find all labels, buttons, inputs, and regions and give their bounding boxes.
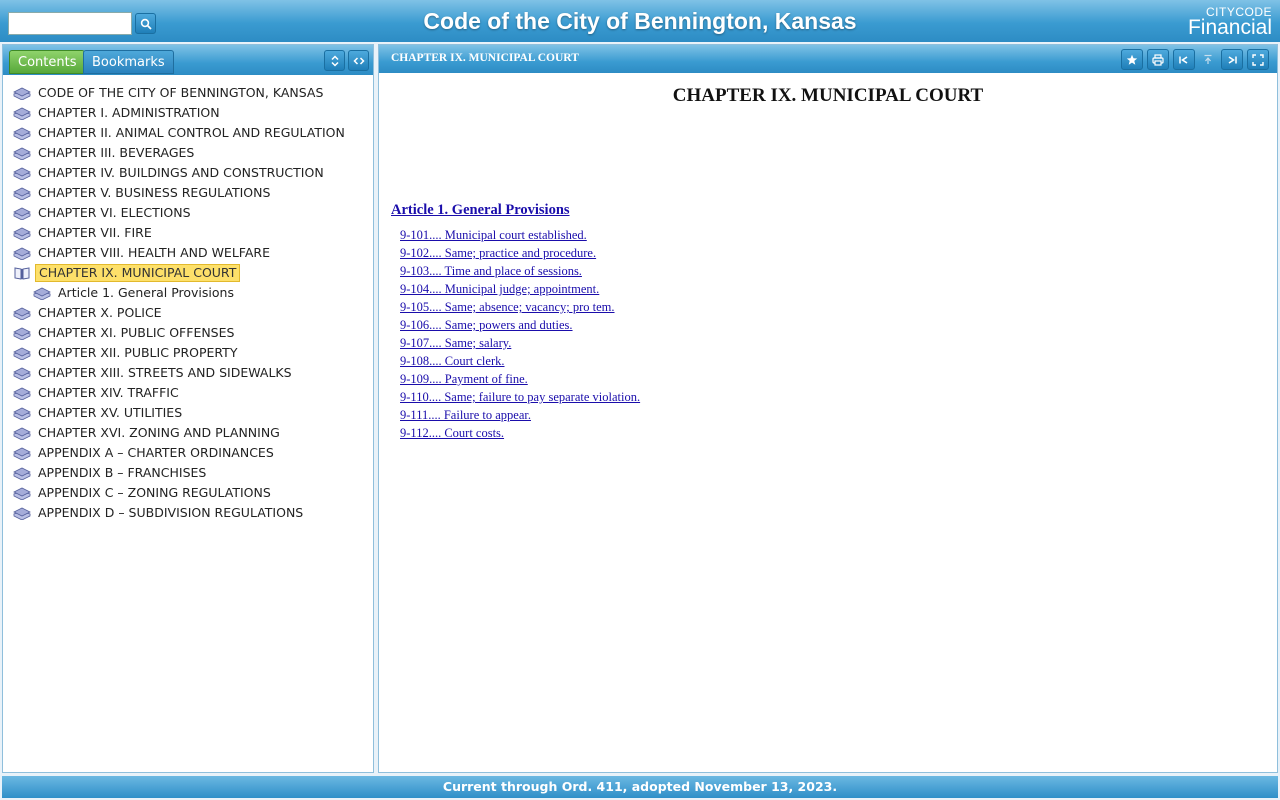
tree-item-label[interactable]: CHAPTER X. POLICE bbox=[38, 305, 162, 320]
book-icon bbox=[13, 406, 31, 420]
section-link[interactable]: 9-112.... Court costs. bbox=[400, 426, 505, 440]
book-icon bbox=[13, 486, 31, 500]
book-icon bbox=[13, 246, 31, 260]
left-right-arrows-icon bbox=[353, 56, 365, 66]
tree-item[interactable] bbox=[3, 323, 373, 343]
book-icon bbox=[13, 146, 31, 160]
logo-line-1: CITYCODE bbox=[1205, 5, 1272, 19]
tree-item-label[interactable]: CODE OF THE CITY OF BENNINGTON, KANSAS bbox=[38, 85, 324, 100]
star-icon bbox=[1126, 54, 1138, 66]
print-icon bbox=[1152, 54, 1164, 66]
section-link[interactable]: 9-107.... Same; salary. bbox=[400, 336, 512, 350]
tree-item-label[interactable]: CHAPTER XIV. TRAFFIC bbox=[38, 385, 179, 400]
print-button[interactable] bbox=[1147, 49, 1169, 70]
section-link[interactable]: 9-106.... Same; powers and duties. bbox=[400, 318, 573, 332]
book-icon bbox=[13, 346, 31, 360]
tree-item-label[interactable]: CHAPTER I. ADMINISTRATION bbox=[38, 105, 220, 120]
tree-item[interactable] bbox=[3, 143, 373, 163]
book-icon bbox=[13, 366, 31, 380]
article-link[interactable]: Article 1. General Provisions bbox=[391, 202, 570, 218]
app-header bbox=[0, 0, 1280, 42]
tree-item[interactable] bbox=[3, 203, 373, 223]
section-link[interactable]: 9-103.... Time and place of sessions. bbox=[400, 264, 582, 278]
document-bar-title: CHAPTER IX. MUNICIPAL COURT bbox=[391, 52, 579, 64]
book-icon bbox=[13, 326, 31, 340]
tree-item[interactable] bbox=[3, 303, 373, 323]
section-link[interactable]: 9-111.... Failure to appear. bbox=[400, 408, 531, 422]
tree-item[interactable] bbox=[3, 423, 373, 443]
section-link[interactable]: 9-108.... Court clerk. bbox=[400, 354, 505, 368]
up-arrow-icon bbox=[1203, 54, 1213, 66]
tree-item[interactable] bbox=[3, 263, 373, 283]
tree-item-label[interactable]: CHAPTER XVI. ZONING AND PLANNING bbox=[38, 425, 280, 440]
skip-previous-icon bbox=[1178, 55, 1190, 65]
tree-item[interactable] bbox=[3, 503, 373, 523]
book-icon bbox=[13, 86, 31, 100]
tree-item[interactable] bbox=[3, 443, 373, 463]
book-icon bbox=[13, 306, 31, 320]
tree-item-label[interactable]: CHAPTER XII. PUBLIC PROPERTY bbox=[38, 345, 238, 360]
tree-item-label[interactable]: CHAPTER VIII. HEALTH AND WELFARE bbox=[38, 245, 270, 260]
book-icon bbox=[13, 226, 31, 240]
tree-item-label[interactable]: CHAPTER VI. ELECTIONS bbox=[38, 205, 191, 220]
book-icon bbox=[13, 186, 31, 200]
section-list bbox=[400, 226, 640, 442]
tree-item-label[interactable]: Article 1. General Provisions bbox=[58, 285, 234, 300]
up-level-button bbox=[1199, 49, 1217, 70]
tree-item[interactable] bbox=[3, 283, 373, 303]
tree-item[interactable] bbox=[3, 403, 373, 423]
tree-item[interactable] bbox=[3, 223, 373, 243]
tree-item-label[interactable]: CHAPTER IV. BUILDINGS AND CONSTRUCTION bbox=[38, 165, 324, 180]
tree-item[interactable] bbox=[3, 83, 373, 103]
section-link[interactable]: 9-102.... Same; practice and procedure. bbox=[400, 246, 597, 260]
tree-item-label[interactable]: CHAPTER II. ANIMAL CONTROL AND REGULATION bbox=[38, 125, 345, 140]
tree-item[interactable] bbox=[3, 363, 373, 383]
tree-item-label[interactable]: CHAPTER VII. FIRE bbox=[38, 225, 152, 240]
tree-item[interactable] bbox=[3, 343, 373, 363]
document-toolbar bbox=[379, 45, 1277, 73]
tab-contents[interactable]: Contents bbox=[9, 50, 85, 74]
tree-item[interactable] bbox=[3, 463, 373, 483]
app-title: Code of the City of Bennington, Kansas bbox=[423, 8, 857, 34]
tree-item-label[interactable]: CHAPTER IX. MUNICIPAL COURT bbox=[35, 264, 240, 282]
book-icon bbox=[13, 466, 31, 480]
tree-item[interactable] bbox=[3, 483, 373, 503]
expand-collapse-button[interactable] bbox=[324, 50, 345, 71]
tree-item-label[interactable]: CHAPTER III. BEVERAGES bbox=[38, 145, 195, 160]
tree-item-label[interactable]: APPENDIX D – SUBDIVISION REGULATIONS bbox=[38, 505, 304, 520]
open-book-icon bbox=[13, 266, 31, 280]
book-icon bbox=[13, 426, 31, 440]
book-icon bbox=[13, 446, 31, 460]
book-icon bbox=[33, 286, 51, 300]
tree-item-label[interactable]: CHAPTER XV. UTILITIES bbox=[38, 405, 183, 420]
book-icon bbox=[13, 106, 31, 120]
contents-panel bbox=[2, 44, 374, 773]
tree-item[interactable] bbox=[3, 183, 373, 203]
currency-notice: Current through Ord. 411, adopted November 13, 2023. bbox=[442, 779, 838, 794]
toggle-panel-button[interactable] bbox=[348, 50, 369, 71]
tree-item[interactable] bbox=[3, 383, 373, 403]
next-section-button[interactable] bbox=[1221, 49, 1243, 70]
tree-item-label[interactable]: APPENDIX C – ZONING REGULATIONS bbox=[38, 485, 271, 500]
section-link[interactable]: 9-105.... Same; absence; vacancy; pro tem. bbox=[400, 300, 615, 314]
section-link[interactable]: 9-104.... Municipal judge; appointment. bbox=[400, 282, 600, 296]
section-link[interactable]: 9-109.... Payment of fine. bbox=[400, 372, 528, 386]
fullscreen-button[interactable] bbox=[1247, 49, 1269, 70]
contents-tree bbox=[3, 83, 373, 523]
citycode-logo bbox=[1170, 6, 1272, 38]
document-panel bbox=[378, 44, 1278, 773]
page-title: CHAPTER IX. MUNICIPAL COURT bbox=[672, 85, 984, 106]
tree-item-label[interactable]: CHAPTER V. BUSINESS REGULATIONS bbox=[38, 185, 271, 200]
tree-item[interactable] bbox=[3, 123, 373, 143]
book-icon bbox=[13, 166, 31, 180]
book-icon bbox=[13, 506, 31, 520]
tree-item[interactable] bbox=[3, 243, 373, 263]
up-down-arrows-icon bbox=[330, 55, 340, 67]
panel-tabbar bbox=[3, 45, 373, 75]
section-link[interactable]: 9-110.... Same; failure to pay separate violation. bbox=[400, 390, 641, 404]
tab-bookmarks[interactable]: Bookmarks bbox=[83, 50, 174, 74]
tree-item[interactable] bbox=[3, 103, 373, 123]
book-icon bbox=[13, 386, 31, 400]
tree-item-label[interactable]: APPENDIX A – CHARTER ORDINANCES bbox=[38, 445, 274, 460]
tree-item-label[interactable]: APPENDIX B – FRANCHISES bbox=[38, 465, 207, 480]
tree-item-label[interactable]: CHAPTER XIII. STREETS AND SIDEWALKS bbox=[38, 365, 292, 380]
section-link[interactable]: 9-101.... Municipal court established. bbox=[400, 228, 587, 242]
tree-item[interactable] bbox=[3, 163, 373, 183]
tree-item-label[interactable]: CHAPTER XI. PUBLIC OFFENSES bbox=[38, 325, 235, 340]
book-icon bbox=[13, 126, 31, 140]
book-icon bbox=[13, 206, 31, 220]
skip-next-icon bbox=[1226, 55, 1238, 65]
bookmark-button[interactable] bbox=[1121, 49, 1143, 70]
fullscreen-icon bbox=[1252, 54, 1264, 66]
logo-line-2: Financial bbox=[1187, 16, 1272, 39]
previous-section-button[interactable] bbox=[1173, 49, 1195, 70]
status-footer bbox=[2, 776, 1278, 798]
